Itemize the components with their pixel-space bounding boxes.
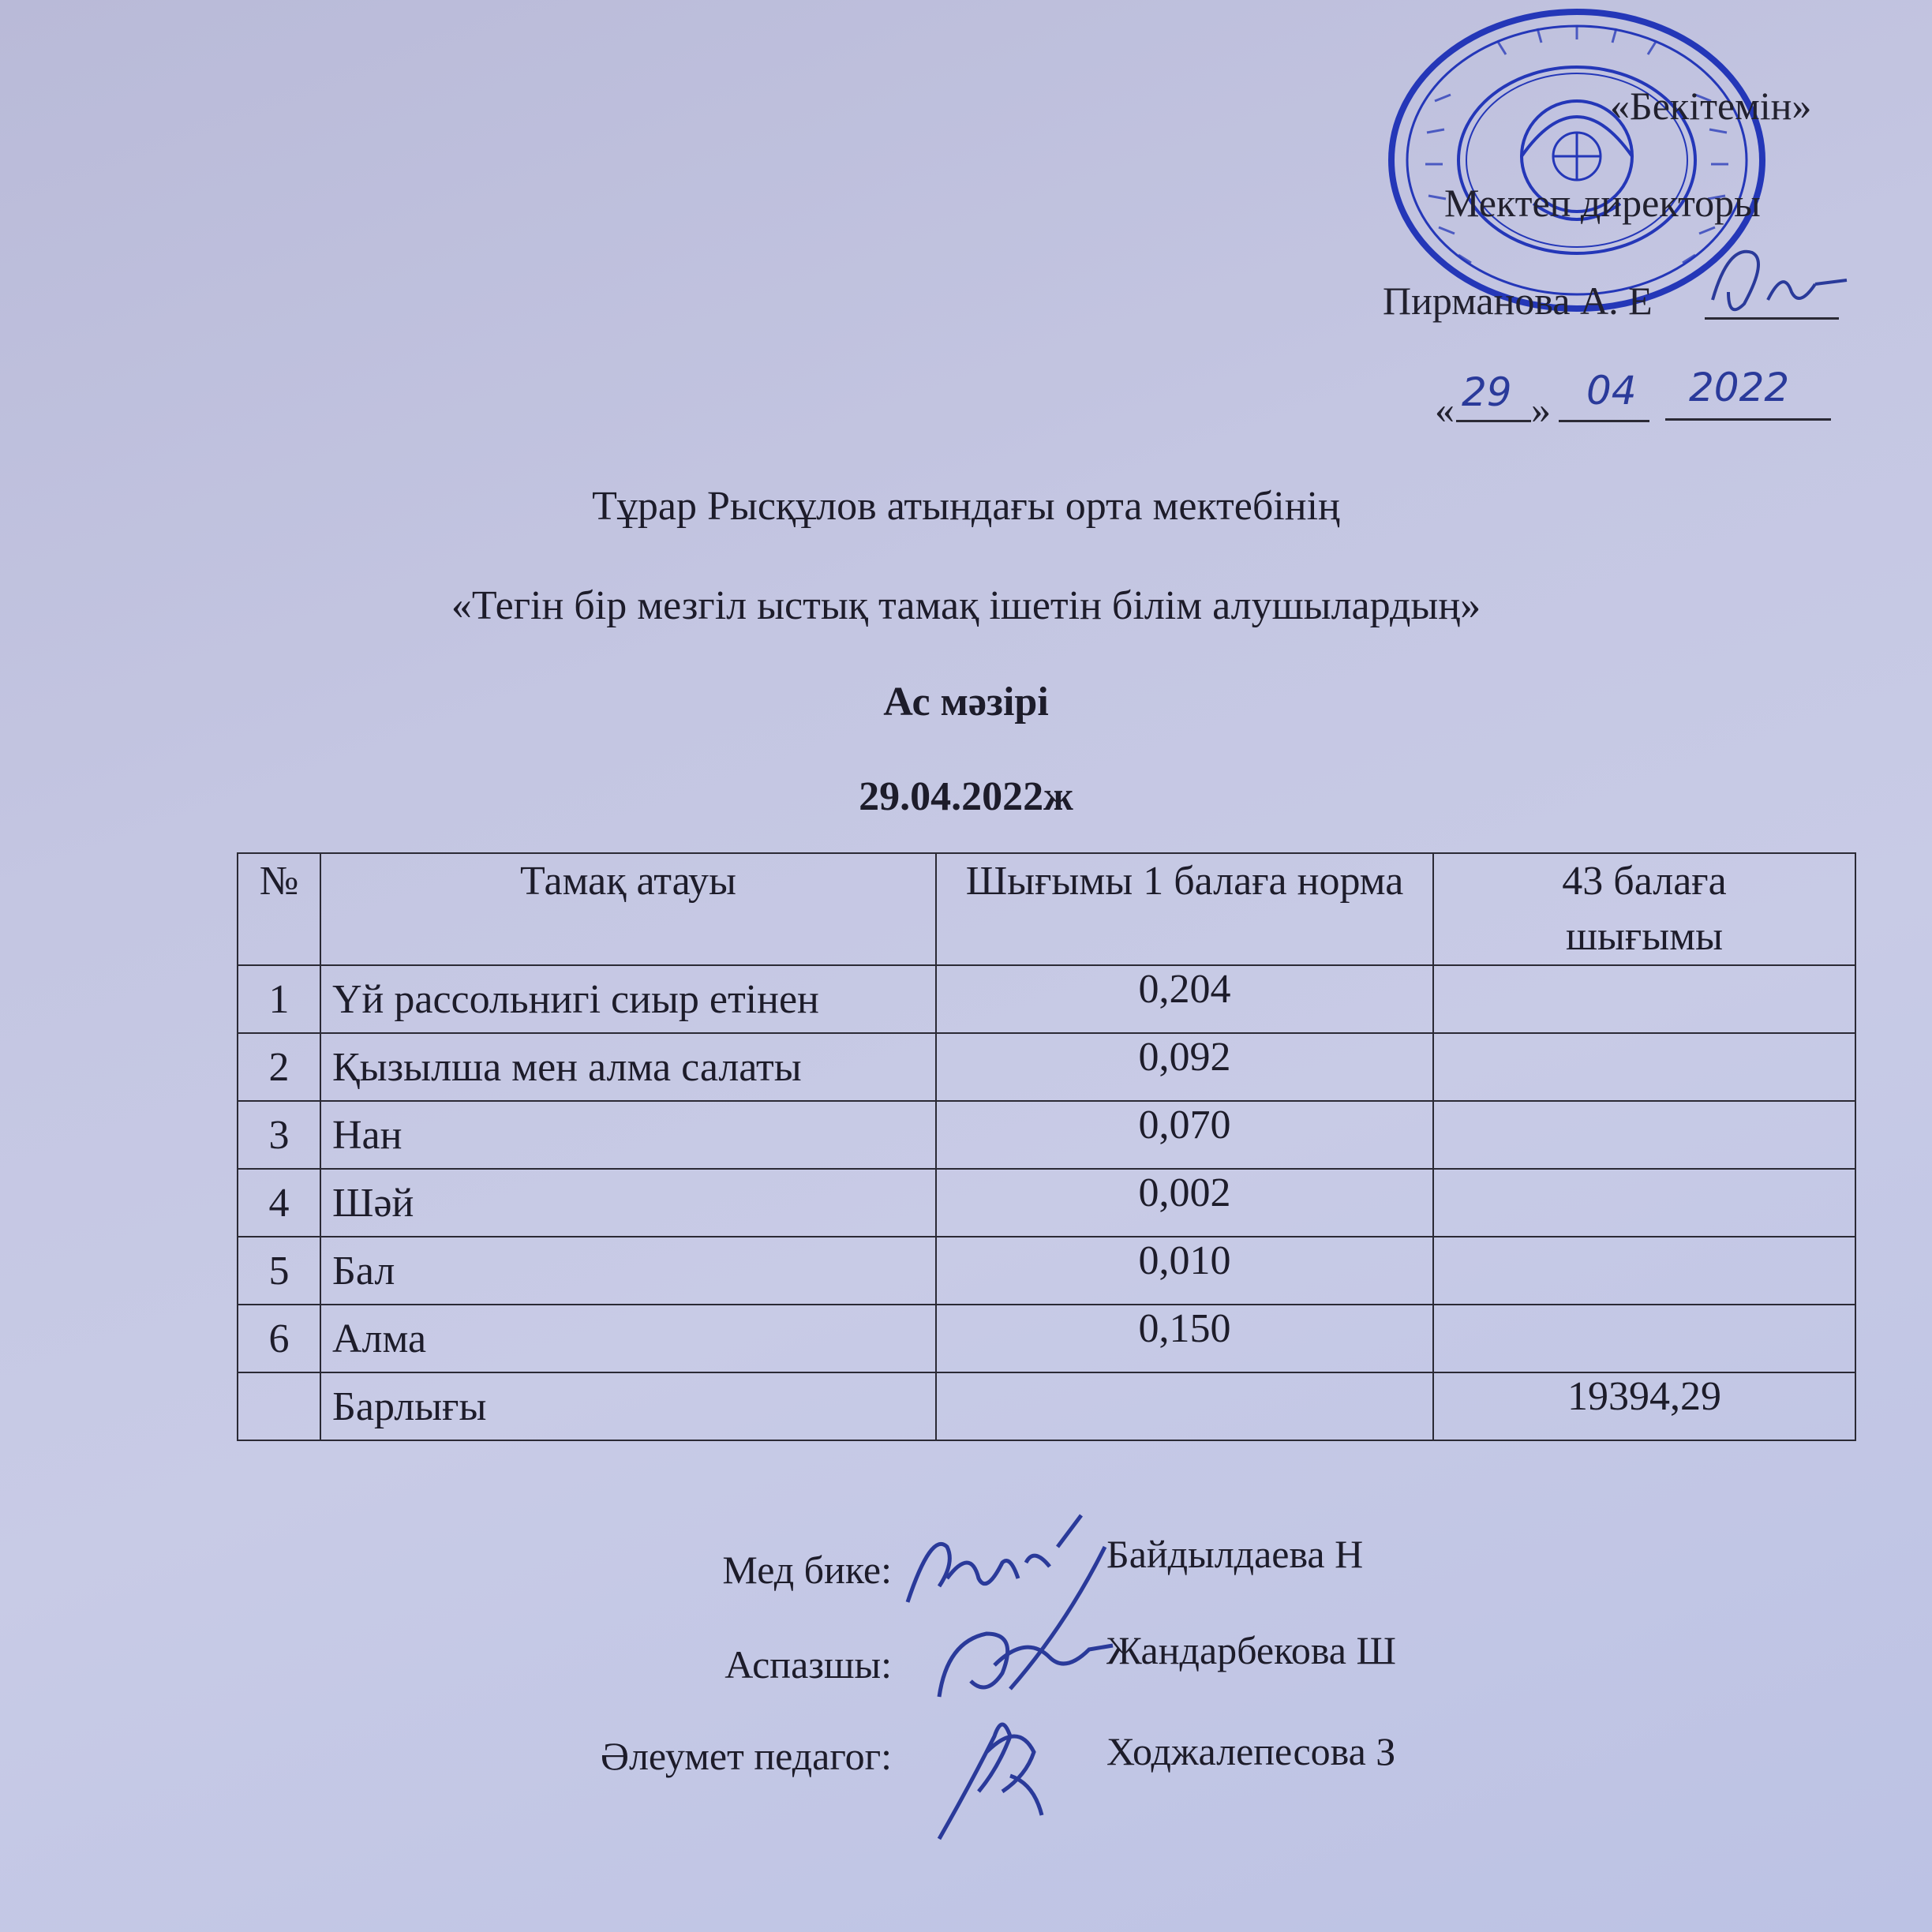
director-signature — [1697, 237, 1855, 324]
summary-total: 19394,29 — [1433, 1372, 1855, 1440]
row-norm: 0,010 — [936, 1237, 1433, 1305]
approval-name: Пирманова А. Е — [1383, 279, 1653, 323]
row-norm: 0,070 — [936, 1101, 1433, 1169]
date-day: 29 — [1462, 369, 1512, 415]
table-row — [238, 965, 1855, 1033]
row-norm: 0,204 — [936, 965, 1433, 1033]
date-year-line — [1665, 418, 1831, 421]
row-total — [1433, 1169, 1855, 1237]
row-total — [1433, 1305, 1855, 1372]
date-day-line — [1456, 420, 1531, 422]
row-number: 6 — [238, 1305, 320, 1372]
row-number: 2 — [238, 1033, 320, 1101]
menu-table — [237, 852, 1856, 1441]
row-total — [1433, 965, 1855, 1033]
signature-name-cook: Жандарбекова Ш — [1106, 1628, 1396, 1672]
row-dish: Үй рассольнигі сиыр етінен — [320, 965, 936, 1033]
row-total — [1433, 1237, 1855, 1305]
table-row — [238, 1305, 1855, 1372]
row-number: 3 — [238, 1101, 320, 1169]
signature-name-nurse: Байдылдаева Н — [1106, 1532, 1364, 1576]
school-name: Тұрар Рысқұлов атындағы орта мектебінің — [592, 484, 1340, 529]
table-row — [238, 1169, 1855, 1237]
signature-label-cook: Аспазшы: — [724, 1642, 892, 1687]
row-norm: 0,092 — [936, 1033, 1433, 1101]
summary-norm — [936, 1372, 1433, 1440]
cook-signature — [923, 1515, 1129, 1713]
program-name: «Тегін бір мезгіл ыстық тамақ ішетін білім алушылардың» — [451, 583, 1481, 628]
signature-name-social-pedagogue: Ходжалепесова З — [1106, 1729, 1396, 1773]
approval-role: Мектеп директоры — [1444, 181, 1761, 225]
date-open-quote: « — [1435, 388, 1455, 432]
row-number: 5 — [238, 1237, 320, 1305]
row-number: 4 — [238, 1169, 320, 1237]
signature-label-social-pedagogue: Әлеумет педагог: — [600, 1734, 892, 1778]
col-total-43: 43 балаға шығымы — [1433, 853, 1855, 965]
table-summary-row — [238, 1372, 1855, 1440]
approval-word: «Бекітемін» — [1610, 84, 1812, 128]
date-month-line — [1559, 420, 1649, 422]
date-year: 2022 — [1689, 365, 1790, 410]
table-row — [238, 1237, 1855, 1305]
row-number: 1 — [238, 965, 320, 1033]
row-dish: Алма — [320, 1305, 936, 1372]
col-norm-per-child: Шығымы 1 балаға норма — [936, 853, 1433, 965]
row-dish: Нан — [320, 1101, 936, 1169]
date-close-quote: » — [1531, 388, 1551, 432]
summary-label: Барлығы — [320, 1372, 936, 1440]
row-dish: Бал — [320, 1237, 936, 1305]
table-header-row — [238, 853, 1855, 965]
table-row — [238, 1033, 1855, 1101]
col-dish-name: Тамақ атауы — [320, 853, 936, 965]
row-total — [1433, 1101, 1855, 1169]
col-number: № — [238, 853, 320, 965]
table-row — [238, 1101, 1855, 1169]
row-total — [1433, 1033, 1855, 1101]
row-norm: 0,150 — [936, 1305, 1433, 1372]
date-month: 04 — [1586, 368, 1637, 414]
row-dish: Шәй — [320, 1169, 936, 1237]
summary-number — [238, 1372, 320, 1440]
menu-date: 29.04.2022ж — [859, 774, 1073, 819]
social-pedagogue-signature — [923, 1705, 1065, 1847]
signature-label-nurse: Мед бике: — [722, 1548, 892, 1592]
menu-title: Ас мәзірі — [883, 680, 1049, 724]
row-dish: Қызылша мен алма салаты — [320, 1033, 936, 1101]
row-norm: 0,002 — [936, 1169, 1433, 1237]
